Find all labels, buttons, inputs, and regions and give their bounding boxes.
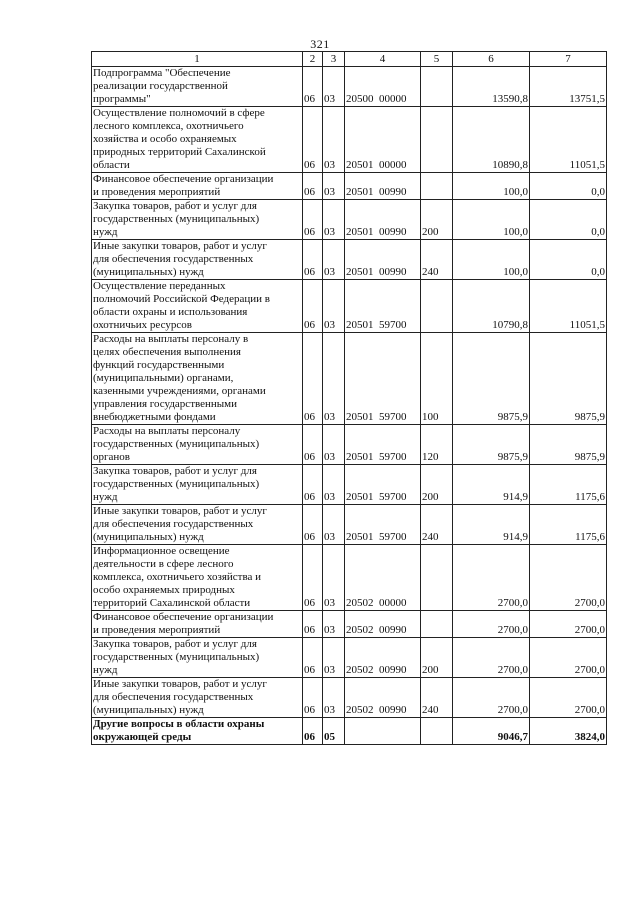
row-description: Иные закупки товаров, работ и услуг для обеспечения государственных (муниципальных) нужд [92, 678, 303, 718]
target-article-code: 20502 00990 [345, 611, 421, 638]
amount-year-1: 13590,8 [453, 67, 530, 107]
row-description: Иные закупки товаров, работ и услуг для обеспечения государственных (муниципальных) нужд [92, 240, 303, 280]
amount-year-2: 9875,9 [530, 333, 607, 425]
section-code: 06 [303, 465, 323, 505]
row-description: Осуществление полномочий в сфере лесного комплекса, охотничьего хозяйства и особо охраняемых природных территорий Сахалинской области [92, 107, 303, 173]
target-article-code: 20502 00000 [345, 545, 421, 611]
row-description: Расходы на выплаты персоналу государственных (муниципальных) органов [92, 425, 303, 465]
column-header: 1 [92, 52, 303, 67]
target-article-code: 20501 59700 [345, 505, 421, 545]
expense-type-code: 200 [421, 200, 453, 240]
target-article-code: 20500 00000 [345, 67, 421, 107]
amount-year-1: 9046,7 [453, 718, 530, 745]
table-row [92, 718, 607, 745]
target-article-code: 20501 59700 [345, 465, 421, 505]
budget-table [91, 51, 607, 745]
target-article-code: 20501 00990 [345, 173, 421, 200]
table-row [92, 280, 607, 333]
table-header-row [92, 52, 607, 67]
target-article-code: 20501 59700 [345, 425, 421, 465]
amount-year-1: 2700,0 [453, 611, 530, 638]
subsection-code: 03 [323, 200, 345, 240]
subsection-code: 03 [323, 107, 345, 173]
amount-year-2: 9875,9 [530, 425, 607, 465]
section-code: 06 [303, 718, 323, 745]
amount-year-2: 1175,6 [530, 505, 607, 545]
target-article-code: 20501 00990 [345, 240, 421, 280]
amount-year-2: 2700,0 [530, 545, 607, 611]
row-description: Расходы на выплаты персоналу в целях обеспечения выполнения функций государственными (муниципальными) органами, казенными учреждениями, органами управления государственными внебюджетными фондами [92, 333, 303, 425]
amount-year-2: 0,0 [530, 200, 607, 240]
expense-type-code: 240 [421, 505, 453, 545]
amount-year-2: 2700,0 [530, 638, 607, 678]
target-article-code: 20502 00990 [345, 678, 421, 718]
amount-year-2: 0,0 [530, 173, 607, 200]
table-row [92, 678, 607, 718]
target-article-code: 20501 00990 [345, 200, 421, 240]
page-number: 321 [310, 37, 330, 51]
table-row [92, 425, 607, 465]
column-header: 3 [323, 52, 345, 67]
row-description: Подпрограмма "Обеспечение реализации государственной программы" [92, 67, 303, 107]
subsection-code: 03 [323, 638, 345, 678]
section-code: 06 [303, 240, 323, 280]
expense-type-code: 120 [421, 425, 453, 465]
amount-year-1: 100,0 [453, 200, 530, 240]
table-row [92, 107, 607, 173]
amount-year-1: 2700,0 [453, 678, 530, 718]
expense-type-code: 200 [421, 465, 453, 505]
amount-year-1: 914,9 [453, 505, 530, 545]
amount-year-2: 2700,0 [530, 678, 607, 718]
column-header: 5 [421, 52, 453, 67]
section-code: 06 [303, 505, 323, 545]
subsection-code: 03 [323, 240, 345, 280]
amount-year-1: 10790,8 [453, 280, 530, 333]
section-code: 06 [303, 638, 323, 678]
table-row [92, 67, 607, 107]
table-body [92, 52, 607, 745]
expense-type-code: 100 [421, 333, 453, 425]
section-code: 06 [303, 67, 323, 107]
column-header: 2 [303, 52, 323, 67]
table-row [92, 333, 607, 425]
expense-type-code [421, 718, 453, 745]
amount-year-1: 9875,9 [453, 425, 530, 465]
section-code: 06 [303, 333, 323, 425]
amount-year-1: 2700,0 [453, 545, 530, 611]
expense-type-code [421, 545, 453, 611]
row-description: Финансовое обеспечение организации и проведения мероприятий [92, 611, 303, 638]
subsection-code: 03 [323, 611, 345, 638]
expense-type-code [421, 173, 453, 200]
amount-year-2: 13751,5 [530, 67, 607, 107]
amount-year-2: 1175,6 [530, 465, 607, 505]
amount-year-1: 914,9 [453, 465, 530, 505]
target-article-code: 20501 00000 [345, 107, 421, 173]
row-description: Другие вопросы в области охраны окружающей среды [92, 718, 303, 745]
subsection-code: 03 [323, 505, 345, 545]
row-description: Закупка товаров, работ и услуг для государственных (муниципальных) нужд [92, 638, 303, 678]
subsection-code: 03 [323, 465, 345, 505]
section-code: 06 [303, 545, 323, 611]
target-article-code: 20501 59700 [345, 333, 421, 425]
table-row [92, 545, 607, 611]
target-article-code [345, 718, 421, 745]
section-code: 06 [303, 611, 323, 638]
expense-type-code [421, 611, 453, 638]
amount-year-2: 3824,0 [530, 718, 607, 745]
subsection-code: 03 [323, 333, 345, 425]
row-description: Иные закупки товаров, работ и услуг для обеспечения государственных (муниципальных) нужд [92, 505, 303, 545]
expense-type-code: 240 [421, 678, 453, 718]
subsection-code: 03 [323, 280, 345, 333]
subsection-code: 05 [323, 718, 345, 745]
expense-type-code [421, 67, 453, 107]
table-row [92, 505, 607, 545]
amount-year-1: 100,0 [453, 173, 530, 200]
row-description: Закупка товаров, работ и услуг для государственных (муниципальных) нужд [92, 200, 303, 240]
table-row [92, 240, 607, 280]
table-row [92, 611, 607, 638]
table-row [92, 200, 607, 240]
section-code: 06 [303, 678, 323, 718]
section-code: 06 [303, 200, 323, 240]
expense-type-code: 240 [421, 240, 453, 280]
target-article-code: 20502 00990 [345, 638, 421, 678]
subsection-code: 03 [323, 425, 345, 465]
amount-year-2: 11051,5 [530, 107, 607, 173]
column-header: 6 [453, 52, 530, 67]
row-description: Информационное освещение деятельности в сфере лесного комплекса, охотничьего хозяйства и особо охраняемых природных территорий Сахалинской области [92, 545, 303, 611]
table-row [92, 173, 607, 200]
column-header: 7 [530, 52, 607, 67]
row-description: Закупка товаров, работ и услуг для государственных (муниципальных) нужд [92, 465, 303, 505]
table-row [92, 465, 607, 505]
section-code: 06 [303, 280, 323, 333]
section-code: 06 [303, 425, 323, 465]
amount-year-1: 10890,8 [453, 107, 530, 173]
section-code: 06 [303, 173, 323, 200]
row-description: Финансовое обеспечение организации и проведения мероприятий [92, 173, 303, 200]
subsection-code: 03 [323, 678, 345, 718]
amount-year-1: 100,0 [453, 240, 530, 280]
subsection-code: 03 [323, 545, 345, 611]
subsection-code: 03 [323, 173, 345, 200]
subsection-code: 03 [323, 67, 345, 107]
row-description: Осуществление переданных полномочий Российской Федерации в области охраны и использования охотничьих ресурсов [92, 280, 303, 333]
expense-type-code [421, 280, 453, 333]
expense-type-code: 200 [421, 638, 453, 678]
section-code: 06 [303, 107, 323, 173]
expense-type-code [421, 107, 453, 173]
amount-year-1: 9875,9 [453, 333, 530, 425]
table-row [92, 638, 607, 678]
column-header: 4 [345, 52, 421, 67]
amount-year-2: 2700,0 [530, 611, 607, 638]
amount-year-2: 0,0 [530, 240, 607, 280]
amount-year-2: 11051,5 [530, 280, 607, 333]
amount-year-1: 2700,0 [453, 638, 530, 678]
target-article-code: 20501 59700 [345, 280, 421, 333]
